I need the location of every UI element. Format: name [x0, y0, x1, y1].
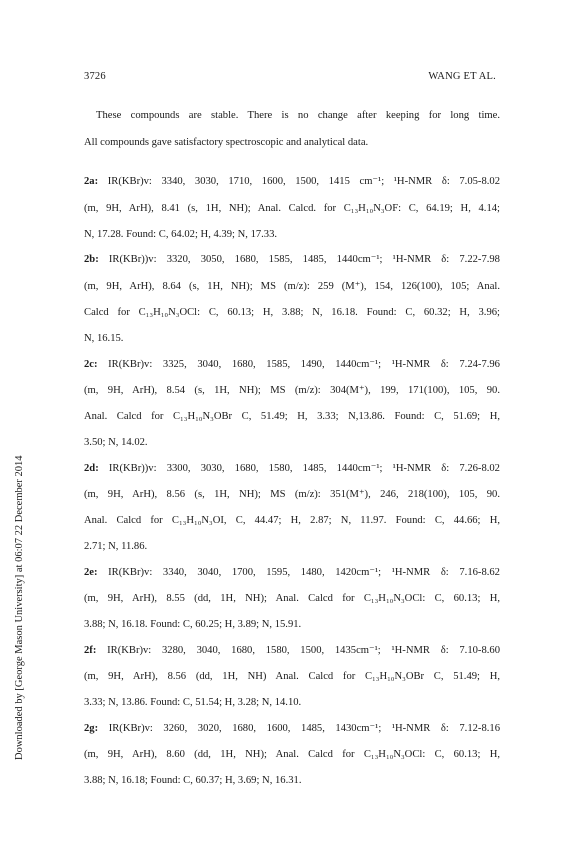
intro-line-1: These compounds are stable. There is no change after keeping for long time.	[96, 110, 500, 121]
compound-data-text: (m, 9H, ArH), 8.56 (s, 1H, NH); MS (m/z): 351(M⁺), 246, 218(100), 105, 90.	[84, 489, 500, 500]
compound-2e-line-1	[84, 566, 500, 580]
compound-data-text: IR(KBr)v: 3325, 3040, 1680, 1585, 1490, 1440cm⁻¹; ¹H-NMR δ: 7.24-7.96	[108, 359, 500, 370]
compound-2a-line-3	[84, 228, 500, 242]
compound-2d-line-4	[84, 540, 500, 554]
compound-data-text: IR(KBr))v: 3300, 3030, 1680, 1580, 1485, 1440cm⁻¹; ¹H-NMR δ: 7.26-8.02	[108, 463, 500, 474]
compound-data-text: IR(KBr)v: 3340, 3040, 1700, 1595, 1480, 1420cm⁻¹; ¹H-NMR δ: 7.16-8.62	[108, 567, 500, 578]
compound-2g-line-2	[84, 748, 500, 762]
compound-label: 2b	[84, 254, 96, 265]
compound-2d-line-1	[84, 462, 500, 476]
compound-label: 2c	[84, 359, 94, 370]
compound-data-text: Anal. Calcd for C₁₃H₁₀N₃OBr C, 51.49; H, 3.33; N,13.86. Found: C, 51.69; H,	[84, 411, 500, 422]
compound-data-text: 3.88; N, 16.18. Found: C, 60.25; H, 3.89; N, 15.91.	[84, 619, 302, 630]
intro-line-2: All compounds gave satisfactory spectroscopic and analytical data.	[84, 137, 369, 148]
compound-data-text: (m, 9H, ArH), 8.41 (s, 1H, NH); Anal. Calcd. for C₁₃H₁₀N₃OF: C, 64.19; H, 4.14;	[84, 203, 500, 214]
compound-data-text: Anal. Calcd for C₁₃H₁₀N₃OI, C, 44.47; H, 2.87; N, 11.97. Found: C, 44.66; H,	[84, 515, 500, 526]
compound-label: 2d	[84, 463, 96, 474]
compound-data-text: 3.88; N, 16.18; Found: C, 60.37; H, 3.69; N, 16.31.	[84, 775, 302, 786]
compound-data-text: IR(KBr)v: 3260, 3020, 1680, 1600, 1485, 1430cm⁻¹; ¹H-NMR δ: 7.12-8.16	[108, 723, 500, 734]
compound-data-text: IR(KBr)v: 3280, 3040, 1680, 1580, 1500, 1435cm⁻¹; ¹H-NMR δ: 7.10-8.60	[107, 645, 500, 656]
compound-data-text: (m, 9H, ArH), 8.56 (dd, 1H, NH) Anal. Calcd for C₁₃H₁₀N₃OBr C, 51.49; H,	[84, 671, 500, 682]
label-colon: :	[95, 254, 109, 265]
label-colon: :	[94, 359, 109, 370]
compound-data-text: N, 17.28. Found: C, 64.02; H, 4.39; N, 17.33.	[84, 229, 278, 240]
compound-data-text: Calcd for C₁₃H₁₀N₃OCl: C, 60.13; H, 3.88; N, 16.18. Found: C, 60.32; H, 3.96;	[84, 307, 500, 318]
compound-label: 2e	[84, 567, 94, 578]
compound-2b-line-4	[84, 332, 500, 346]
compound-2b-line-2	[84, 280, 500, 294]
compound-2e-line-3	[84, 618, 500, 632]
download-notice: Downloaded by [George Mason University] at 06:07 22 December 2014	[14, 455, 25, 760]
compound-2f-line-1	[84, 644, 500, 658]
compound-2d-line-3	[84, 514, 500, 528]
label-colon: :	[94, 567, 109, 578]
compound-2a-line-2	[84, 202, 500, 216]
compound-label: 2g	[84, 723, 95, 734]
compound-2d-line-2	[84, 488, 500, 502]
compound-2c-line-2	[84, 384, 500, 398]
page-number: 3726	[84, 71, 106, 82]
compound-2c-line-3	[84, 410, 500, 424]
compound-label: 2f	[84, 645, 93, 656]
compound-2f-line-2	[84, 670, 500, 684]
compound-data-text: 2.71; N, 11.86.	[84, 541, 148, 552]
running-head: WANG ET AL.	[428, 71, 496, 82]
compound-data-text: 3.50; N, 14.02.	[84, 437, 148, 448]
compound-2c-line-4	[84, 436, 500, 450]
compound-data-text: (m, 9H, ArH), 8.55 (dd, 1H, NH); Anal. Calcd for C₁₃H₁₀N₃OCl: C, 60.13; H,	[84, 593, 500, 604]
compound-data-text: N, 16.15.	[84, 333, 124, 344]
compound-2g-line-3	[84, 774, 500, 788]
compound-2b-line-3	[84, 306, 500, 320]
compound-data-text: 3.33; N, 13.86. Found: C, 51.54; H, 3.28; N, 14.10.	[84, 697, 302, 708]
label-colon: :	[92, 645, 108, 656]
compound-2b-line-1	[84, 253, 500, 267]
compound-2g-line-1	[84, 722, 500, 736]
page-header	[84, 71, 496, 85]
compound-data-text: (m, 9H, ArH), 8.60 (dd, 1H, NH); Anal. Calcd for C₁₃H₁₀N₃OCl: C, 60.13; H,	[84, 749, 500, 760]
compound-data-text: (m, 9H, ArH), 8.54 (s, 1H, NH); MS (m/z): 304(M⁺), 199, 171(100), 105, 90.	[84, 385, 500, 396]
compound-2a-line-1	[84, 175, 500, 189]
compound-data-text: (m, 9H, ArH), 8.64 (s, 1H, NH); MS (m/z): 259 (M⁺), 154, 126(100), 105; Anal.	[84, 281, 500, 292]
label-colon: :	[94, 176, 108, 187]
compound-2c-line-1	[84, 358, 500, 372]
compound-data-text: IR(KBr))v: 3320, 3050, 1680, 1585, 1485, 1440cm⁻¹; ¹H-NMR δ: 7.22-7.98	[108, 254, 500, 265]
compound-data-text: IR(KBr)v: 3340, 3030, 1710, 1600, 1500, 1415 cm⁻¹; ¹H-NMR δ: 7.05-8.02	[107, 176, 500, 187]
label-colon: :	[94, 723, 109, 734]
compound-2f-line-3	[84, 696, 500, 710]
compound-label: 2a	[84, 176, 95, 187]
compound-2e-line-2	[84, 592, 500, 606]
label-colon: :	[95, 463, 109, 474]
